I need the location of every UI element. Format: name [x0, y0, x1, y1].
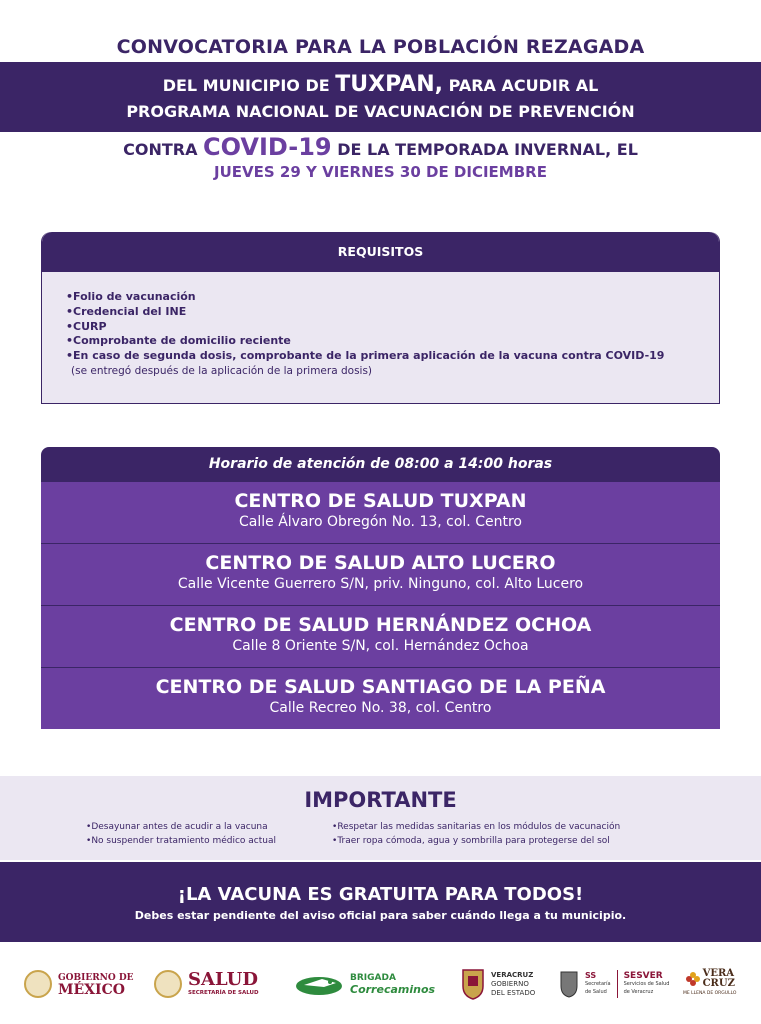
health-center-name: CENTRO DE SALUD HERNÁNDEZ OCHOA [169, 614, 592, 636]
title-line-2-pre: DEL MUNICIPIO DE [162, 76, 330, 95]
important-right-column [332, 820, 620, 848]
veracruz-text-3: DEL ESTADO [491, 988, 536, 997]
health-center-address: Calle Vicente Guerrero S/N, priv. Ninguno, col. Alto Lucero [177, 576, 584, 592]
schedule-box [41, 447, 720, 726]
title-line-3: PROGRAMA NACIONAL DE VACUNACIÓN DE PREVENCIÓN [126, 102, 635, 121]
veracruz-text-2: GOBIERNO [491, 979, 529, 988]
important-item: • Respetar las medidas sanitarias en los módulos de vacunación [332, 820, 620, 834]
health-center-name: CENTRO DE SALUD TUXPAN [234, 490, 527, 512]
important-left-column [86, 820, 276, 848]
requirement-item: • Folio de vacunación [66, 290, 719, 305]
requirement-item: • Comprobante de domicilio reciente [66, 334, 719, 349]
health-center-address: Calle Recreo No. 38, col. Centro [269, 700, 492, 716]
health-center [41, 481, 720, 543]
salud-text-1: SALUD [188, 969, 258, 990]
vera-text-1: VERA [702, 968, 735, 979]
mexico-seal-icon [24, 970, 52, 998]
gob-mx-text-2: MÉXICO [58, 982, 125, 998]
veracruz-shield-icon [461, 968, 485, 1000]
ss-text-1: SS [585, 971, 597, 980]
health-center-address: Calle Álvaro Obregón No. 13, col. Centro [239, 514, 522, 530]
health-center [41, 543, 720, 605]
title-line-4-pre: CONTRA [123, 140, 198, 159]
important-item: • No suspender tratamiento médico actual [86, 834, 276, 848]
gobierno-de-mexico-logo [24, 962, 134, 1006]
brigada-text-2: Correcaminos [350, 983, 436, 996]
flower-icon [685, 971, 701, 987]
title-line-4 [0, 133, 761, 161]
requirement-item: • En caso de segunda dosis, comprobante de la primera aplicación de la vacuna contra COVID-19 [66, 349, 719, 364]
title-line-2 [0, 72, 761, 97]
town-name: TUXPAN, [335, 72, 443, 97]
requirement-note: (se entregó después de la aplicación de la primera dosis) [71, 364, 373, 377]
title-line-2-post: PARA ACUDIR AL [448, 76, 599, 95]
health-center-name: CENTRO DE SALUD SANTIAGO DE LA PEÑA [155, 676, 606, 698]
health-center [41, 667, 720, 729]
covid-label: COVID-19 [203, 133, 332, 161]
health-center-name: CENTRO DE SALUD ALTO LUCERO [205, 552, 556, 574]
important-title: IMPORTANTE [304, 788, 457, 812]
title-band [0, 62, 761, 132]
health-center [41, 605, 720, 667]
requirement-item: • Credencial del INE [66, 305, 719, 320]
free-vaccine-subline: Debes estar pendiente del aviso oficial para saber cuándo llega a tu municipio. [134, 909, 627, 922]
logo-strip [0, 962, 761, 1006]
logo-divider [617, 970, 618, 998]
veracruz-gobierno-logo [461, 962, 535, 1006]
vera-text-3: ME LLENA DE ORGULLO [683, 991, 737, 996]
requirements-list [42, 272, 719, 364]
important-item: • Traer ropa cómoda, agua y sombrilla para protegerse del sol [332, 834, 620, 848]
brigada-text-1: BRIGADA [350, 973, 396, 983]
event-dates: JUEVES 29 Y VIERNES 30 DE DICIEMBRE [214, 163, 547, 181]
gob-mx-text-1: GOBIERNO DE [58, 973, 134, 983]
salud-logo [154, 962, 259, 1006]
veracruz-text-1: VERACRUZ [491, 970, 534, 979]
sesver-text-1: SESVER [623, 971, 663, 981]
important-item: • Desayunar antes de acudir a la vacuna [86, 820, 276, 834]
free-vaccine-banner [0, 862, 761, 942]
salud-text-2: SECRETARÍA DE SALUD [188, 990, 259, 996]
brigada-correcaminos-logo [294, 962, 435, 1006]
roadrunner-icon [294, 969, 344, 999]
requirement-item: • CURP [66, 320, 719, 335]
title-line-4-post: DE LA TEMPORADA INVERNAL, EL [337, 140, 638, 159]
sesver-text-3: de Veracruz [623, 989, 654, 995]
requirements-title: REQUISITOS [42, 232, 719, 272]
veracruz-orgullo-logo [683, 962, 736, 1006]
ss-shield-icon [559, 970, 579, 998]
requirements-box [41, 232, 720, 404]
ss-sesver-logo [559, 962, 669, 1006]
ss-text-3: de Salud [585, 989, 607, 995]
schedule-hours: Horario de atención de 08:00 a 14:00 horas [41, 447, 720, 481]
free-vaccine-headline: ¡LA VACUNA ES GRATUITA PARA TODOS! [177, 884, 584, 905]
important-section [0, 776, 761, 860]
ss-text-2: Secretaría [585, 981, 611, 987]
health-center-address: Calle 8 Oriente S/N, col. Hernández Ochoa [232, 638, 529, 654]
vera-text-2: CRUZ [702, 978, 735, 989]
sesver-text-2: Servicios de Salud [623, 981, 670, 987]
title-line-1: CONVOCATORIA PARA LA POBLACIÓN REZAGADA [116, 36, 645, 58]
salud-seal-icon [154, 970, 182, 998]
